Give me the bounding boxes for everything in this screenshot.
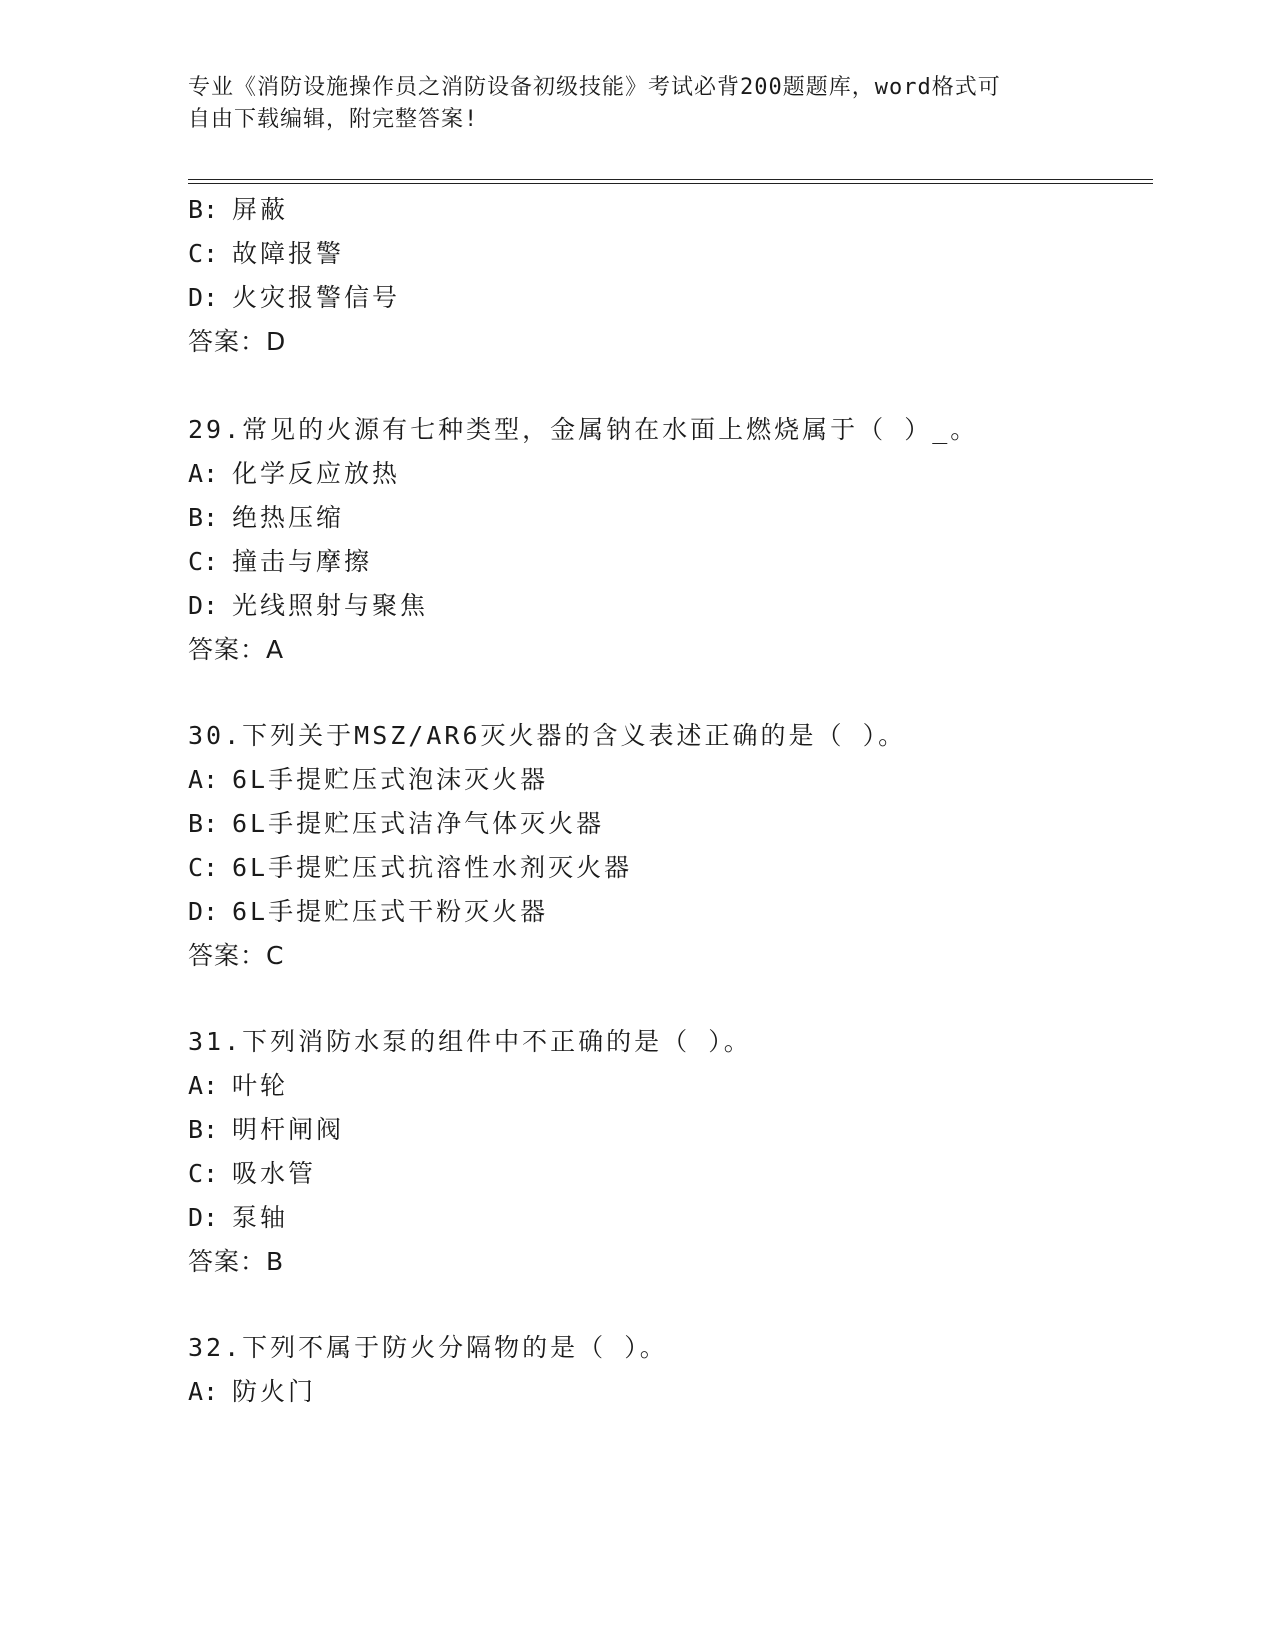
option-text: 化学反应放热: [232, 459, 401, 488]
q30-option-d: [188, 896, 548, 928]
option-letter: D:: [188, 897, 219, 926]
header-title-line-2: 自由下载编辑，附完整答案!: [188, 107, 479, 132]
option-letter: A:: [188, 459, 219, 488]
option-text: 屏蔽: [232, 195, 289, 224]
document-header: [188, 72, 1088, 136]
q29-option-a: [188, 458, 400, 490]
option-letter: A:: [188, 765, 219, 794]
q31-option-c: [188, 1158, 316, 1190]
q30-answer: 答案：C: [188, 941, 285, 970]
q28-option-d: [188, 282, 400, 314]
q30-option-b: [188, 808, 604, 840]
option-letter: D:: [188, 591, 219, 620]
option-text: 吸水管: [232, 1159, 317, 1188]
option-text: 6L手提贮压式洁净气体灭火器: [232, 809, 605, 838]
q28-option-c: [188, 238, 344, 270]
option-text: 6L手提贮压式干粉灭火器: [232, 897, 549, 926]
q30-stem: 30.下列关于MSZ/AR6灭火器的含义表述正确的是（ ）。: [188, 721, 907, 750]
q31-option-d: [188, 1202, 288, 1234]
q31-answer: 答案：B: [188, 1247, 285, 1276]
option-letter: A:: [188, 1377, 219, 1406]
option-text: 6L手提贮压式抗溶性水剂灭火器: [232, 853, 633, 882]
q29-stem: 29.常见的火源有七种类型，金属钠在水面上燃烧属于（ ）_。: [188, 415, 979, 444]
q31-option-a: [188, 1070, 288, 1102]
q29-option-c: [188, 546, 372, 578]
option-letter: D:: [188, 1203, 219, 1232]
option-text: 6L手提贮压式泡沫灭火器: [232, 765, 549, 794]
option-letter: B:: [188, 195, 219, 224]
q31-stem: 31.下列消防水泵的组件中不正确的是（ ）。: [188, 1027, 752, 1056]
option-text: 故障报警: [232, 239, 345, 268]
q29-option-b: [188, 502, 344, 534]
option-letter: C:: [188, 1159, 219, 1188]
header-title-line-1: 专业《消防设施操作员之消防设备初级技能》考试必背200题题库，word格式可: [188, 75, 1001, 100]
option-text: 泵轴: [232, 1203, 289, 1232]
q29-option-d: [188, 590, 428, 622]
q32-option-a: [188, 1376, 316, 1408]
option-text: 防火门: [232, 1377, 317, 1406]
option-letter: B:: [188, 809, 219, 838]
option-text: 火灾报警信号: [232, 283, 401, 312]
option-text: 撞击与摩擦: [232, 547, 373, 576]
option-letter: A:: [188, 1071, 219, 1100]
option-letter: C:: [188, 547, 219, 576]
q28-option-b: [188, 194, 288, 226]
q31-option-b: [188, 1114, 344, 1146]
option-text: 叶轮: [232, 1071, 289, 1100]
q28-answer: 答案：D: [188, 327, 287, 356]
q29-answer: 答案：A: [188, 635, 285, 664]
option-letter: C:: [188, 239, 219, 268]
option-text: 明杆闸阀: [232, 1115, 345, 1144]
option-letter: C:: [188, 853, 219, 882]
option-text: 绝热压缩: [232, 503, 345, 532]
q30-option-a: [188, 764, 548, 796]
option-letter: B:: [188, 503, 219, 532]
option-letter: B:: [188, 1115, 219, 1144]
option-text: 光线照射与聚焦: [232, 591, 429, 620]
option-letter: D:: [188, 283, 219, 312]
header-divider: [188, 179, 1153, 184]
q32-stem: 32.下列不属于防火分隔物的是（ ）。: [188, 1333, 668, 1362]
q30-option-c: [188, 852, 632, 884]
